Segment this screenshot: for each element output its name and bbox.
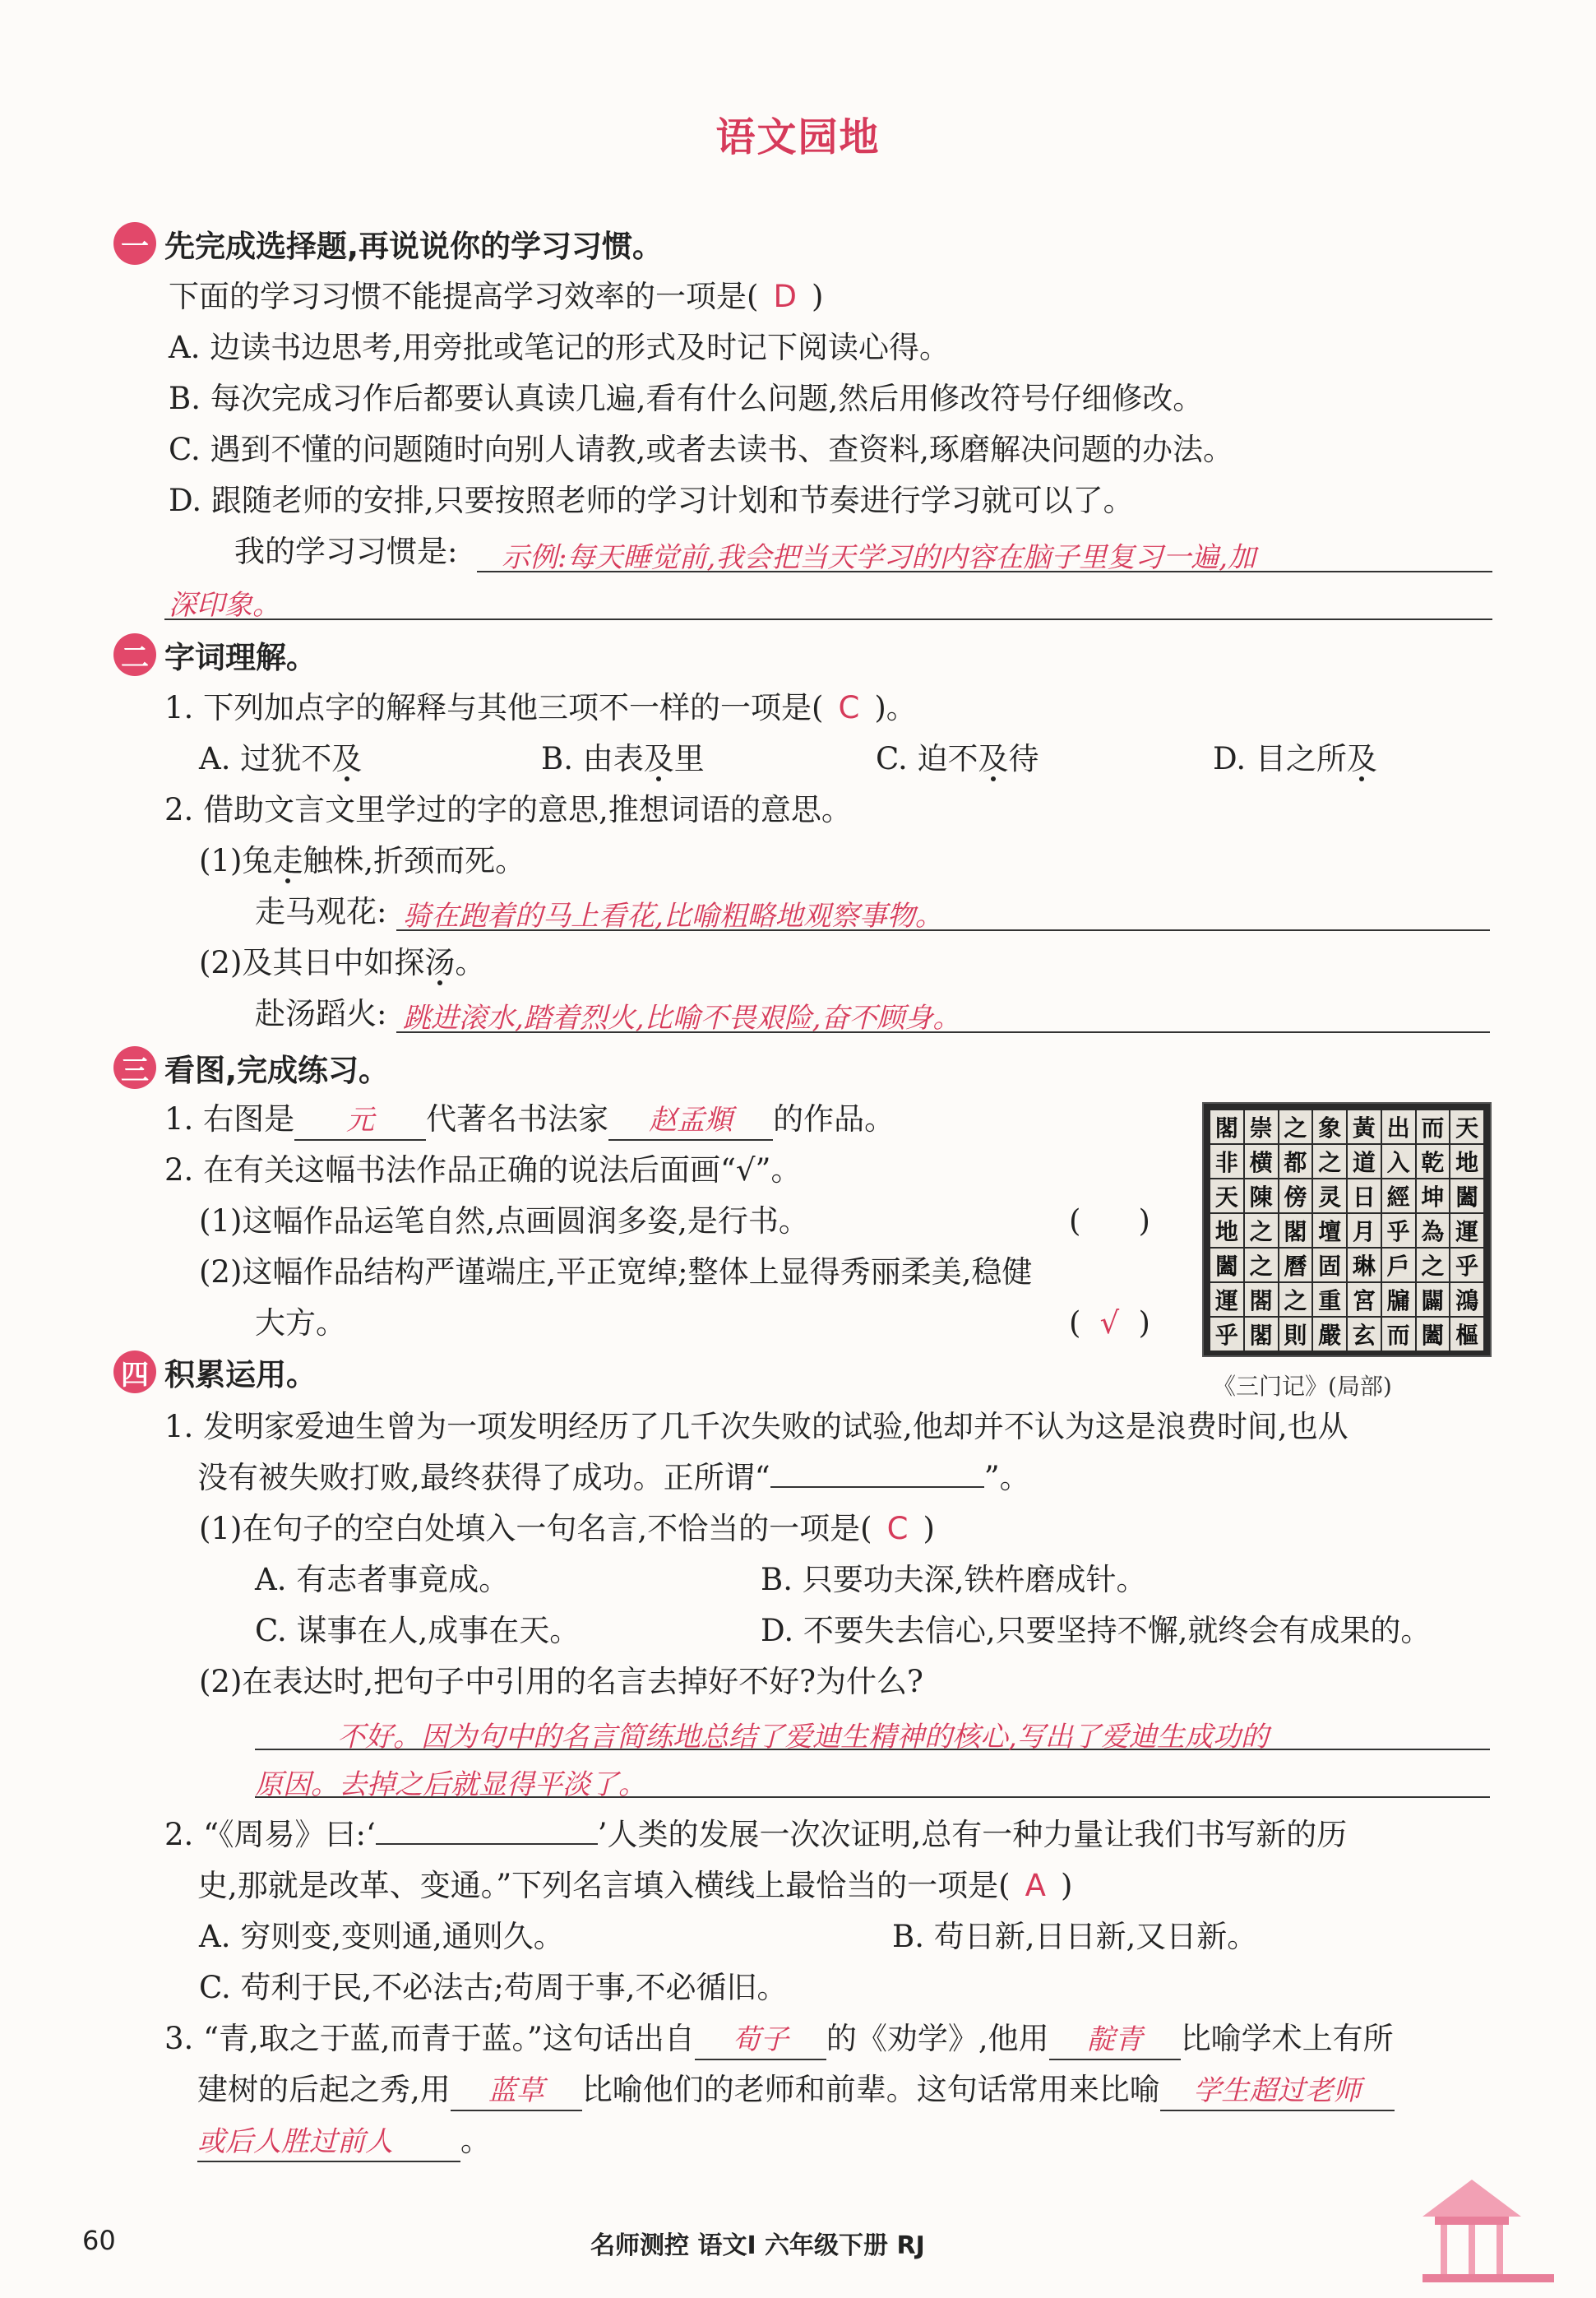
option-b-dotted: 及 — [643, 741, 674, 776]
sec2-q1 — [164, 689, 917, 727]
sec4-q1-line-2 — [197, 1459, 1030, 1497]
sec4-q3-answer-3: 蓝草 — [488, 2074, 544, 2107]
calligraphy-char: 戶 — [1382, 1249, 1415, 1281]
sec4-q1-sub1-answer: C — [886, 1511, 909, 1546]
section-4-badge: 四 — [113, 1351, 156, 1393]
calligraphy-char: 月 — [1348, 1214, 1381, 1247]
calligraphy-char: 閣 — [1245, 1318, 1278, 1351]
calligraphy-char: 鴻 — [1450, 1283, 1483, 1316]
calligraphy-char: 乎 — [1382, 1214, 1415, 1247]
calligraphy-char: 玄 — [1348, 1318, 1381, 1351]
sec3-q1-answer-1: 元 — [346, 1104, 375, 1137]
sec4-q1-option-c: C. 谋事在人,成事在天。 — [255, 1613, 581, 1648]
option-d-text: D. 目之所 — [1213, 741, 1347, 776]
sec4-q2-line-2 — [197, 1867, 1072, 1905]
calligraphy-char: 都 — [1279, 1145, 1312, 1178]
sec4-q2-line-1 — [164, 1816, 1347, 1854]
option-a-dotted: 及 — [331, 741, 363, 776]
sec4-q3-line-1 — [164, 2020, 1394, 2060]
calligraphy-char: 横 — [1245, 1145, 1278, 1178]
sec4-q1-sub2-answer-1: 不好。因为句中的名言简练地总结了爱迪生精神的核心,写出了爱迪生成功的 — [337, 1721, 1269, 1754]
calligraphy-char: 而 — [1417, 1110, 1450, 1143]
sec4-q3-blank-3 — [451, 2071, 582, 2111]
option-d-dotted: 及 — [1346, 741, 1377, 776]
calligraphy-char: 之 — [1245, 1249, 1278, 1281]
sec3-option-2-bracket — [1069, 1304, 1150, 1342]
bracket-open: ( — [1069, 1203, 1081, 1239]
section-2-heading — [113, 632, 317, 678]
calligraphy-char: 入 — [1382, 1145, 1415, 1178]
option-b-rest: 里 — [673, 741, 705, 776]
sec4-q2-answer: A — [1025, 1868, 1046, 1903]
sec1-habit-label: 我的学习习惯是: — [234, 534, 458, 569]
sec3-q1-blank-1 — [294, 1100, 426, 1141]
bracket-open: ( — [1069, 1305, 1081, 1341]
sec4-q1-option-a: A. 有志者事竟成。 — [255, 1562, 510, 1597]
sec4-q2-option-b: B. 苟日新,日日新,又日新。 — [892, 1919, 1258, 1954]
sec2-q2-sentence-2 — [199, 944, 485, 982]
calligraphy-char: 闔 — [1417, 1318, 1450, 1351]
calligraphy-char: 之 — [1279, 1110, 1312, 1143]
sentence-2-dotted: 汤 — [424, 945, 456, 980]
sec2-q1-option-a — [199, 740, 362, 778]
sec4-q1-sub1 — [199, 1510, 935, 1548]
sec4-q3-text-e: 比喻他们的老师和前辈。这句话常用来比喻 — [581, 2072, 1160, 2107]
section-3-title: 看图,完成练习。 — [164, 1053, 390, 1088]
calligraphy-char: 經 — [1382, 1179, 1415, 1212]
calligraphy-char: 乎 — [1450, 1249, 1483, 1281]
sec1-habit-line-2 — [164, 619, 1492, 620]
calligraphy-char: 黃 — [1348, 1110, 1381, 1143]
calligraphy-char: 閣 — [1279, 1214, 1312, 1247]
calligraphy-char: 樞 — [1450, 1318, 1483, 1351]
calligraphy-char: 曆 — [1279, 1249, 1312, 1281]
sec2-q2: 2. 借助文言文里学过的字的意思,推想词语的意思。 — [164, 792, 852, 827]
calligraphy-char: 天 — [1450, 1110, 1483, 1143]
calligraphy-char: 則 — [1279, 1318, 1312, 1351]
sec4-q1-sub2: (2)在表达时,把句子中引用的名言去掉好不好?为什么? — [199, 1664, 923, 1699]
calligraphy-caption: 《三门记》(局部) — [1213, 1373, 1392, 1400]
calligraphy-char: 地 — [1450, 1145, 1483, 1178]
sec2-word-1-answer: 骑在跑着的马上看花,比喻粗略地观察事物。 — [403, 900, 943, 933]
sec4-q3-text-d: 建树的后起之秀,用 — [197, 2072, 451, 2107]
sec3-q1-answer-2: 赵孟頫 — [649, 1104, 733, 1137]
sec2-q1-option-d — [1213, 740, 1377, 778]
sec4-q3-answer-1: 荀子 — [732, 2023, 789, 2056]
calligraphy-char: 閣 — [1210, 1110, 1243, 1143]
calligraphy-char: 乾 — [1417, 1145, 1450, 1178]
sec4-q1-option-d: D. 不要失去信心,只要坚持不懈,就终会有成果的。 — [761, 1613, 1432, 1648]
section-4-title: 积累运用。 — [164, 1357, 317, 1392]
sec4-q3-text-c: 比喻学术上有所 — [1180, 2021, 1394, 2056]
footer-book-title: 名师测控 语文Ⅰ 六年级下册 RJ — [590, 2231, 925, 2260]
sec4-q1-option-b: B. 只要功夫深,铁杵磨成针。 — [761, 1562, 1147, 1597]
sec2-q1-text: 1. 下列加点字的解释与其他三项不一样的一项是( — [164, 690, 824, 725]
sec4-q3-text-b: 的《劝学》,他用 — [826, 2021, 1049, 2056]
option-b-text: B. 由表 — [541, 741, 644, 776]
sec4-q2-question: 史,那就是改革、变通。”下列名言填入横线上最恰当的一项是( — [197, 1868, 1011, 1903]
sec3-option-2-line-2: 大方。 — [255, 1305, 346, 1341]
calligraphy-char: 嚴 — [1313, 1318, 1346, 1351]
calligraphy-char: 象 — [1313, 1110, 1346, 1143]
sec1-question — [169, 278, 823, 316]
sec3-option-2-line-1: (2)这幅作品结构严谨端庄,平正宽绰;整体上显得秀丽柔美,稳健 — [199, 1254, 1033, 1290]
calligraphy-char: 之 — [1313, 1145, 1346, 1178]
sec3-q1 — [164, 1100, 895, 1141]
calligraphy-char: 重 — [1313, 1283, 1346, 1316]
sec3-q1-blank-2 — [608, 1100, 773, 1141]
sec4-q3-text-a: 3. “青,取之于蓝,而青于蓝。”这句话出自 — [164, 2021, 695, 2056]
sec2-q1-option-c — [876, 740, 1039, 778]
sentence-1-dotted: 走 — [272, 843, 303, 878]
sec3-option-1-bracket — [1069, 1202, 1150, 1240]
calligraphy-char: 固 — [1313, 1249, 1346, 1281]
calligraphy-char: 之 — [1279, 1283, 1312, 1316]
calligraphy-char: 非 — [1210, 1145, 1243, 1178]
calligraphy-char: 闔 — [1450, 1179, 1483, 1212]
calligraphy-char: 宮 — [1348, 1283, 1381, 1316]
section-4-heading — [113, 1349, 317, 1395]
sentence-1-b: 触株,折颈而死。 — [303, 843, 526, 878]
sec4-q1-sub1-text: (1)在句子的空白处填入一句名言,不恰当的一项是( — [199, 1511, 872, 1546]
bracket-close: ) — [1138, 1203, 1150, 1239]
sec2-word-2-answer: 跳进滚水,踏着烈火,比喻不畏艰险,奋不顾身。 — [403, 1002, 961, 1035]
calligraphy-char: 琳 — [1348, 1249, 1381, 1281]
sec1-option-b: B. 每次完成习作后都要认真读几遍,看有什么问题,然后用修改符号仔细修改。 — [169, 381, 1204, 416]
sec4-q2-blank — [376, 1843, 598, 1845]
calligraphy-char: 陳 — [1245, 1179, 1278, 1212]
sec4-q1-close: ”。 — [983, 1460, 1030, 1495]
sentence-1-a: (1)兔 — [199, 843, 273, 878]
sec4-q1-sub1-close: ) — [923, 1511, 935, 1546]
option-c-dotted: 及 — [978, 741, 1009, 776]
calligraphy-char: 灵 — [1313, 1179, 1346, 1212]
sec4-q2-option-a: A. 穷则变,变则通,通则久。 — [199, 1919, 564, 1954]
sec1-answer: D — [773, 279, 797, 314]
page-number: 60 — [82, 2225, 116, 2256]
calligraphy-char: 而 — [1382, 1318, 1415, 1351]
sentence-2-a: (2)及其日中如探 — [199, 945, 425, 980]
sentence-2-b: 。 — [455, 945, 486, 980]
sec4-q3-blank-1 — [695, 2020, 826, 2060]
calligraphy-char: 道 — [1348, 1145, 1381, 1178]
calligraphy-char: 為 — [1417, 1214, 1450, 1247]
sec4-q2-text-b: ’人类的发展一次次证明,总有一种力量让我们书写新的历 — [597, 1817, 1348, 1852]
sec4-q2-option-c: C. 苟利于民,不必法古;苟周于事,不必循旧。 — [199, 1970, 788, 2005]
calligraphy-char: 坤 — [1417, 1179, 1450, 1212]
calligraphy-char: 運 — [1210, 1283, 1243, 1316]
calligraphy-char: 閤 — [1245, 1283, 1278, 1316]
option-c-rest: 待 — [1008, 741, 1039, 776]
sec2-q1-option-b — [541, 740, 705, 778]
sec4-q3-blank-2 — [1049, 2020, 1181, 2060]
sec3-option-1: (1)这幅作品运笔自然,点画圆润多姿,是行书。 — [199, 1203, 809, 1239]
calligraphy-char: 壇 — [1313, 1214, 1346, 1247]
sec1-question-close: ) — [811, 279, 824, 314]
option-c-text: C. 迫不 — [876, 741, 978, 776]
sec1-option-d: D. 跟随老师的安排,只要按照老师的学习计划和节奏进行学习就可以了。 — [169, 483, 1134, 518]
calligraphy-char: 之 — [1245, 1214, 1278, 1247]
sec3-q1-c: 的作品。 — [773, 1101, 895, 1137]
calligraphy-char: 運 — [1450, 1214, 1483, 1247]
pavilion-icon — [1390, 2171, 1554, 2295]
section-3-badge: 三 — [113, 1046, 156, 1089]
sec4-q3-blank-5 — [197, 2122, 460, 2162]
section-1-heading — [113, 220, 663, 266]
sec3-q1-a: 1. 右图是 — [164, 1101, 295, 1137]
calligraphy-image — [1202, 1102, 1492, 1357]
sec4-q1-line-1: 1. 发明家爱迪生曾为一项发明经历了几千次失败的试验,他却并不认为这是浪费时间,也从 — [164, 1409, 1349, 1444]
section-2-badge: 二 — [113, 633, 156, 676]
sec4-q3-answer-5: 或后人胜过前人 — [197, 2125, 393, 2158]
calligraphy-char: 闔 — [1210, 1249, 1243, 1281]
option-a-text: A. 过犹不 — [199, 741, 332, 776]
calligraphy-char: 闢 — [1417, 1283, 1450, 1316]
calligraphy-char: 出 — [1382, 1110, 1415, 1143]
sec2-word-1-label: 走马观花: — [255, 894, 387, 929]
calligraphy-char: 乎 — [1210, 1318, 1243, 1351]
sec1-option-c: C. 遇到不懂的问题随时向别人请教,或者去读书、查资料,琢磨解决问题的办法。 — [169, 432, 1234, 467]
calligraphy-char: 天 — [1210, 1179, 1243, 1212]
section-3-heading — [113, 1045, 389, 1091]
sec4-q2-close: ) — [1060, 1868, 1073, 1903]
calligraphy-char: 牖 — [1382, 1283, 1415, 1316]
sec4-q3-answer-4: 学生超过老师 — [1193, 2074, 1362, 2107]
sec1-habit-answer-1: 示例:每天睡觉前,我会把当天学习的内容在脑子里复习一遍,加 — [502, 541, 1256, 574]
sec4-q3-end: 。 — [460, 2123, 491, 2158]
sec3-option-2-answer: √ — [1099, 1305, 1120, 1341]
sec4-q3-blank-4 — [1160, 2071, 1395, 2111]
sec2-q1-close: )。 — [874, 690, 917, 725]
calligraphy-char: 地 — [1210, 1214, 1243, 1247]
section-1-title: 先完成选择题,再说说你的学习习惯。 — [164, 229, 664, 264]
sec2-q1-answer: C — [838, 690, 860, 725]
sec4-q3-answer-2: 靛青 — [1086, 2023, 1143, 2056]
calligraphy-char: 日 — [1348, 1179, 1381, 1212]
sec3-q1-b: 代著名书法家 — [426, 1101, 609, 1137]
calligraphy-char: 傍 — [1279, 1179, 1312, 1212]
sec4-q2-text-a: 2. “《周易》曰:‘ — [164, 1817, 376, 1852]
sec4-q1-blank — [770, 1486, 984, 1488]
sec4-q3-line-2 — [197, 2071, 1395, 2111]
sec4-q1-sub2-answer-2: 原因。去掉之后就显得平淡了。 — [255, 1768, 646, 1801]
sec1-question-text: 下面的学习习惯不能提高学习效率的一项是( — [169, 279, 759, 314]
sec4-q3-line-3 — [197, 2122, 491, 2162]
sec2-q2-sentence-1 — [199, 842, 525, 880]
sec1-habit-answer-2: 深印象。 — [169, 589, 280, 622]
bracket-close: ) — [1138, 1305, 1150, 1341]
sec2-word-2-label: 赴汤蹈火: — [255, 996, 387, 1031]
calligraphy-char: 之 — [1417, 1249, 1450, 1281]
section-2-title: 字词理解。 — [164, 640, 317, 675]
section-1-badge: 一 — [113, 222, 156, 265]
page-title: 语文园地 — [715, 114, 881, 160]
calligraphy-char: 崇 — [1245, 1110, 1278, 1143]
sec1-option-a: A. 边读书边思考,用旁批或笔记的形式及时记下阅读心得。 — [169, 330, 951, 365]
sec4-q1-text: 没有被失败打败,最终获得了成功。正所谓“ — [197, 1460, 770, 1495]
sec3-q2: 2. 在有关这幅书法作品正确的说法后面画“√”。 — [164, 1152, 802, 1188]
